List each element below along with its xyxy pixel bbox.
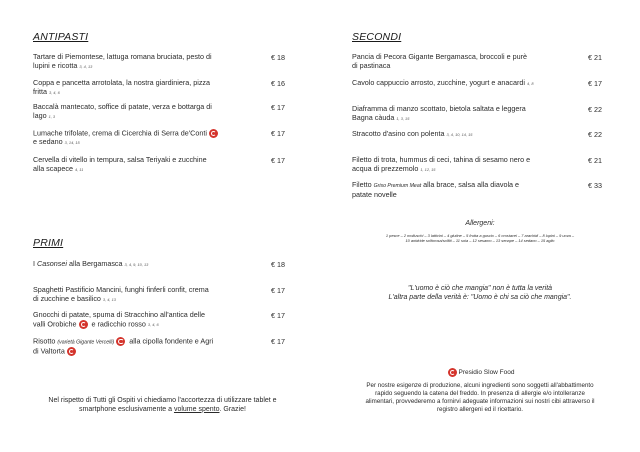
menu-item: Tartare di Piemontese, lattuga romana bruciata, pesto di lupini e ricotta 3, 4, 13 bbox=[33, 52, 212, 70]
allergen-codes: 4, 11 bbox=[74, 166, 84, 172]
slow-food-legend: Presidio Slow Food bbox=[345, 368, 615, 377]
menu-item: Filetto di trota, hummus di ceci, tahina di sesamo nero e acqua di prezzemolo 1, 12, 15 bbox=[352, 155, 531, 173]
slow-food-icon bbox=[67, 347, 76, 356]
allergen-codes: 1, 12, 15 bbox=[420, 166, 436, 172]
production-note: Per nostre esigenze di produzione, alcuni ingredienti sono soggetti all'abbattimento rapido seguendo la catena del freddo. In presenza di allergie e/o intolleranze alimentari, provvederemo a fornirvi adeguate informazioni sui nostri cibi attraverso il registro allergeni ed il ricettario. bbox=[365, 382, 595, 413]
slow-food-icon bbox=[448, 368, 457, 377]
price: € 21 bbox=[588, 156, 602, 165]
price: € 22 bbox=[588, 105, 602, 114]
price: € 17 bbox=[271, 129, 285, 138]
phone-notice: Nel rispetto di Tutti gli Ospiti vi chiediamo l'accortezza di utilizzare tablet e smartphone esclusivamente a volume spento. Grazie! bbox=[48, 397, 277, 413]
price: € 17 bbox=[271, 337, 285, 346]
price: € 17 bbox=[588, 79, 602, 88]
price: € 17 bbox=[271, 103, 285, 112]
price: € 17 bbox=[271, 286, 285, 295]
price: € 22 bbox=[588, 130, 602, 139]
allergen-codes: 3, 4, 10, 14, 15 bbox=[446, 132, 473, 137]
menu-item: Pancia di Pecora Gigante Bergamasca, broccoli e purè di pastinaca bbox=[352, 52, 527, 70]
menu-item: Baccalà mantecato, soffice di patate, verza e bottarga di lago 1, 3 bbox=[33, 102, 212, 120]
allergens-title: Allergeni: bbox=[465, 220, 495, 227]
allergen-codes: 1, 3 bbox=[48, 113, 56, 119]
price: € 33 bbox=[588, 181, 602, 190]
slow-food-icon bbox=[209, 129, 218, 138]
menu-item: Filetto Griso Premium Meat alla brace, salsa alla diavola e patate novelle bbox=[352, 180, 520, 199]
primi-title: PRIMI bbox=[33, 237, 64, 249]
allergen-codes: 3, 4, 6 bbox=[147, 322, 159, 327]
allergen-codes: 4, 8 bbox=[527, 81, 534, 86]
allergen-codes: 3, 14, 15 bbox=[64, 140, 80, 145]
secondi-title: SECONDI bbox=[352, 31, 402, 43]
slow-food-icon bbox=[116, 337, 125, 346]
antipasti-title: ANTIPASTI bbox=[33, 31, 89, 43]
menu-item: Diaframma di manzo scottato, bietola saltata e leggera Bagna càuda 1, 3, 15 bbox=[352, 104, 526, 122]
slow-food-icon bbox=[79, 320, 88, 329]
menu-item: Lumache trifolate, crema di Cicerchia di Serra de'Conti e sedano 3, 14, 15 bbox=[33, 129, 268, 148]
menu-item: Stracotto d'asino con polenta 3, 4, 10, 14, 15 bbox=[352, 129, 473, 138]
menu-item: I Casonsei alla Bergamasca 3, 4, 9, 10, 13 bbox=[33, 259, 149, 268]
allergen-codes: 3, 4, 9, 10, 13 bbox=[124, 262, 149, 267]
allergen-codes: 1, 3, 15 bbox=[396, 115, 410, 121]
price: € 18 bbox=[271, 53, 285, 62]
price: € 18 bbox=[271, 260, 285, 269]
price: € 17 bbox=[271, 156, 285, 165]
menu-item: Spaghetti Pastificio Mancini, funghi finferli confit, crema di zucchine e basilico 3, 4, 13 bbox=[33, 285, 209, 303]
price: € 16 bbox=[271, 79, 285, 88]
price: € 21 bbox=[588, 53, 602, 62]
menu-item: Cervella di vitello in tempura, salsa Teriyaki e zucchine alla scapece 4, 11 bbox=[33, 155, 207, 173]
menu-item: Coppa e pancetta arrotolata, la nostra giardiniera, pizza fritta 3, 4, 6 bbox=[33, 78, 210, 96]
menu-item: Cavolo cappuccio arrosto, zucchine, yogurt e anacardi 4, 8 bbox=[352, 78, 534, 87]
quote: "L'uomo è ciò che mangia" non è tutta la verità L'altra parte della verità è: "Uomo è chi sa ciò che mangia". bbox=[388, 285, 572, 301]
allergen-codes: 3, 4, 6 bbox=[48, 89, 60, 95]
price: € 17 bbox=[271, 311, 285, 320]
allergens-legend: Allergeni: 1 pesce – 2 molluschi – 3 latticini – 4 glutine – 5 frutta a guscio – 6 crostacei – 7 arachidi – 8 lupini – 9 uova – 10 anidride solforosa/solfiti – 11 soia – 12 sesamo – 13 senape – 14 sedano – 15 aglio bbox=[345, 220, 615, 243]
menu-item: Gnocchi di patate, spuma di Stracchino all'antica delle valli Orobiche e radicchio rosso 3, 4, 6 bbox=[33, 310, 205, 328]
menu-item: Risotto (varietà Gigante Vercelli) alla cipolla fondente e Agri di Valtorta bbox=[33, 336, 214, 356]
allergen-codes: 3, 4, 13 bbox=[79, 63, 93, 69]
allergen-codes: 3, 4, 13 bbox=[102, 296, 116, 302]
